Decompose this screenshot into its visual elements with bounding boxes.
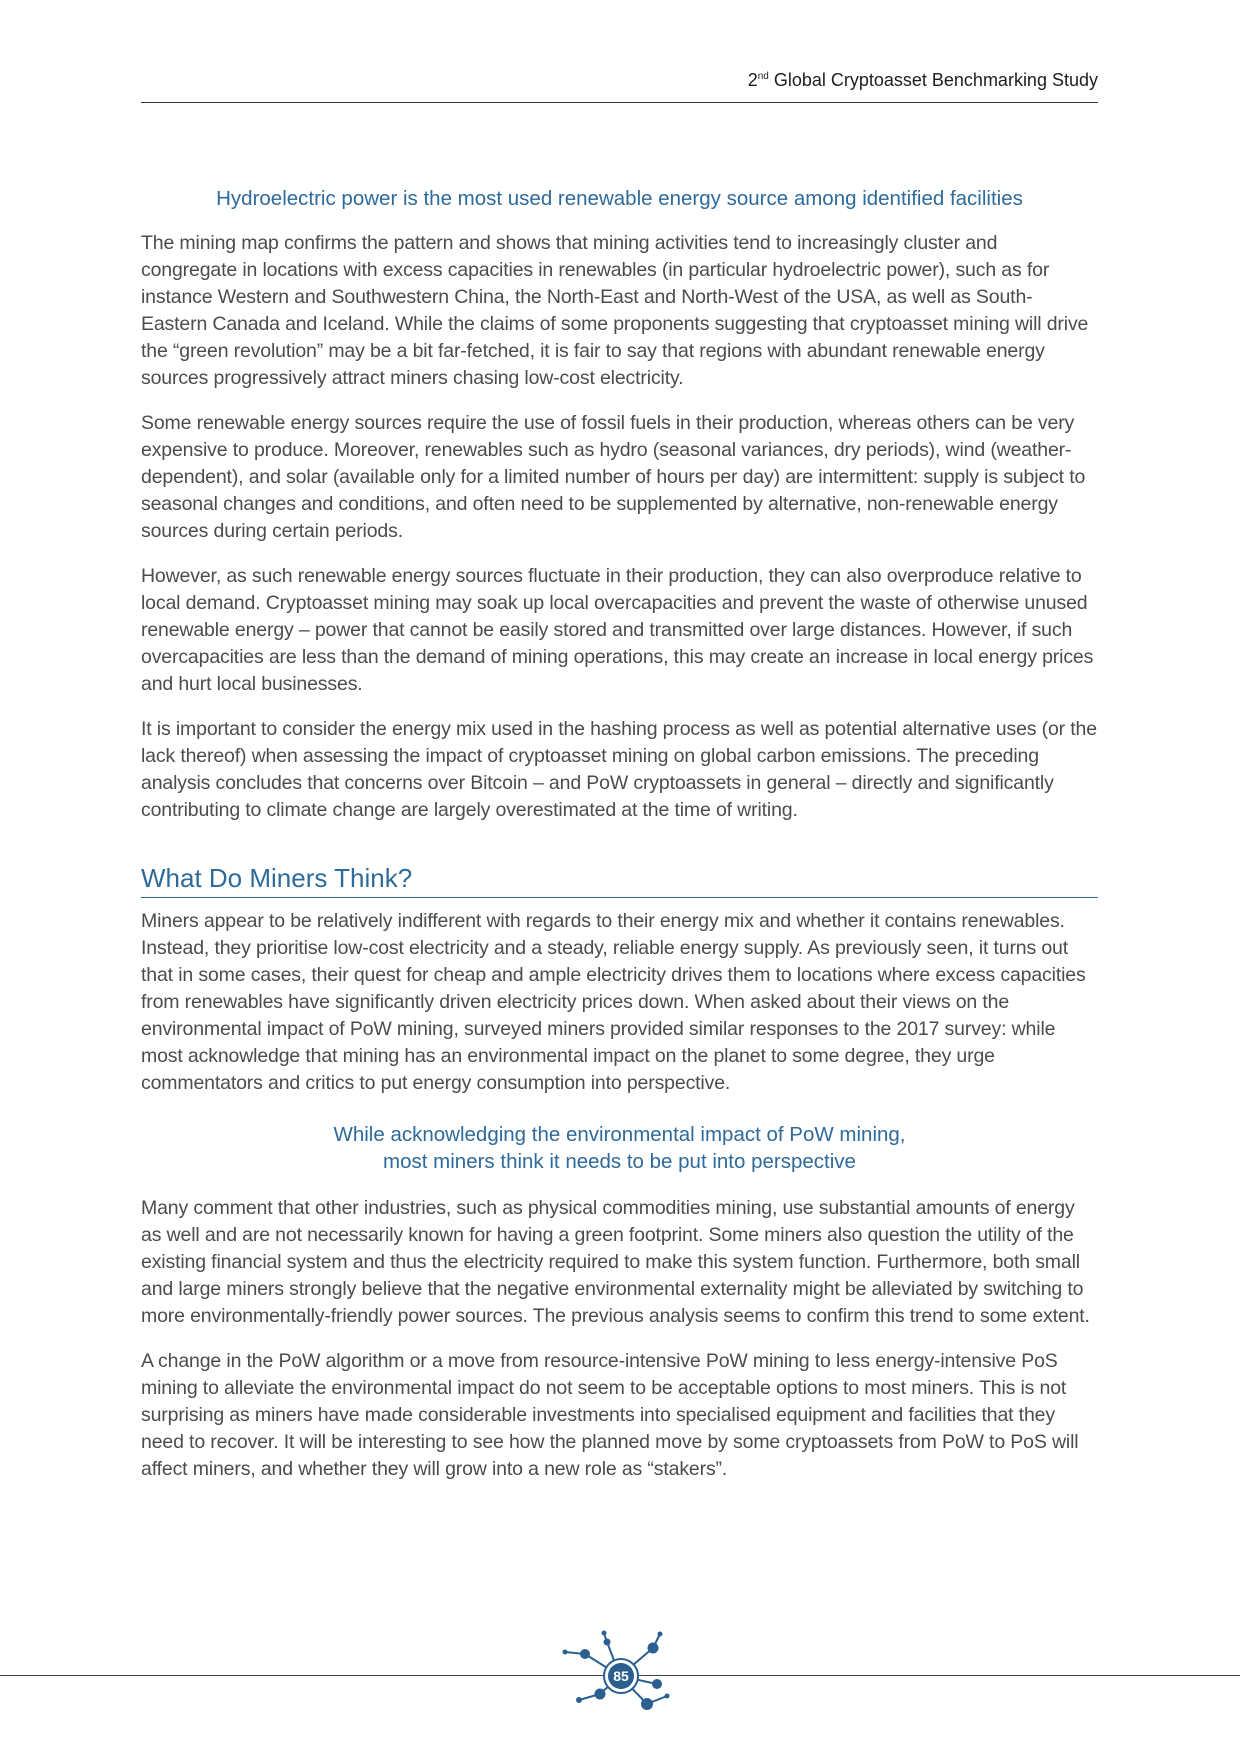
network-node	[652, 1679, 662, 1689]
network-node	[576, 1697, 582, 1703]
network-node	[648, 1643, 659, 1654]
paragraph-overproduction: However, as such renewable energy sources fluctuate in their production, they can also overproduce relative to local demand. Cryptoasset mining may soak up local overcapacities and prevent the waste of otherwise unused renewable energy – power that cannot be easily stored and transmitted over large distances. However, if such overcapacities are less than the demand of mining operations, this may create an increase in local energy prices and hurt local businesses.	[141, 565, 1094, 695]
paragraph-other-industries: Many comment that other industries, such as physical commodities mining, use substantial amounts of energy as well and are not necessarily known for having a green footprint. Some miners also question the utility of the existing financial system and thus the electricity required to make this system function. Furthermore, both small and large miners strongly believe that the negative environmental externality might be alleviated by switching to more environmentally-friendly power sources. The previous analysis seems to confirm this trend to some extent.	[141, 1197, 1090, 1327]
network-node	[665, 1694, 670, 1699]
paragraph-mining-map: The mining map confirms the pattern and shows that mining activities tend to increasingly cluster and congregate in locations with excess capacities in renewables (in particular hydroelectric power), such as for instance Western and Southwestern China, the North-East and North-West of the USA, as well as South-Eastern Canada and Iceland. While the claims of some proponents suggesting that cryptoasset mining will drive the “green revolution” may be a bit far-fetched, it is fair to say that regions with abundant renewable energy sources progressively attract miners chasing low-cost electricity.	[141, 232, 1089, 389]
page-number: 85	[613, 1668, 629, 1684]
paragraph-miners-indifferent: Miners appear to be relatively indifferent with regards to their energy mix and whether it contains renewables. Instead, they prioritise low-cost electricity and a steady, reliable energy supply. As previously seen, it turns out that in some cases, their quest for cheap and ample electricity drives them to locations where excess capacities from renewables have significantly driven electricity prices down. When asked about their views on the environmental impact of PoW mining, surveyed miners provided similar responses to the 2017 survey: while most acknowledge that mining has an environmental impact on the planet to some degree, they urge commentators and critics to put energy consumption into perspective.	[141, 910, 1086, 1094]
callout-perspective	[141, 1121, 1098, 1175]
callout-line-1: While acknowledging the environmental impact of PoW mining,	[333, 1123, 906, 1146]
title-prefix: 2	[747, 70, 758, 90]
network-node	[658, 1632, 663, 1637]
title-superscript: nd	[757, 71, 769, 82]
callout-hydroelectric: Hydroelectric power is the most used renewable energy source among identified facilities	[216, 187, 1023, 210]
paragraph-renewable-sources: Some renewable energy sources require the use of fossil fuels in their production, whereas others can be very expensive to produce. Moreover, renewables such as hydro (seasonal variances, dry periods), wind (weather-dependent), and solar (available only for a limited number of hours per day) are intermittent: supply is subject to seasonal changes and conditions, and often need to be supplemented by alternative, non-renewable energy sources during certain periods.	[141, 412, 1086, 542]
section-heading-miners: What Do Miners Think?	[141, 862, 1098, 898]
document-title	[748, 70, 1098, 91]
network-node	[595, 1689, 606, 1700]
network-node	[604, 1639, 611, 1646]
paragraph-energy-mix: It is important to consider the energy mix used in the hashing process as well as potential alternative uses (or the lack thereof) when assessing the impact of cryptoasset mining on global carbon emissions. The preceding analysis concludes that concerns over Bitcoin – and PoW cryptoassets in general – directly and significantly contributing to climate change are largely overestimated at the time of writing.	[141, 718, 1097, 821]
network-node	[641, 1698, 653, 1710]
title-rest: Global Cryptoasset Benchmarking Study	[768, 70, 1098, 90]
page-header	[141, 68, 1098, 103]
callout-line-2: most miners think it needs to be put into perspective	[383, 1150, 856, 1173]
network-node	[580, 1649, 590, 1659]
network-node	[563, 1650, 568, 1655]
paragraph-pow-to-pos: A change in the PoW algorithm or a move from resource-intensive PoW mining to less energy-intensive PoS mining to alleviate the environmental impact do not seem to be acceptable options to most miners. This is not surprising as miners have made considerable investments into specialised equipment and facilities that they need to recover. It will be interesting to see how the planned move by some cryptoassets from PoW to PoS will affect miners, and whether they will grow into a new role as “stakers”.	[141, 1350, 1079, 1480]
network-node	[602, 1631, 607, 1636]
page-content	[141, 180, 1098, 1501]
